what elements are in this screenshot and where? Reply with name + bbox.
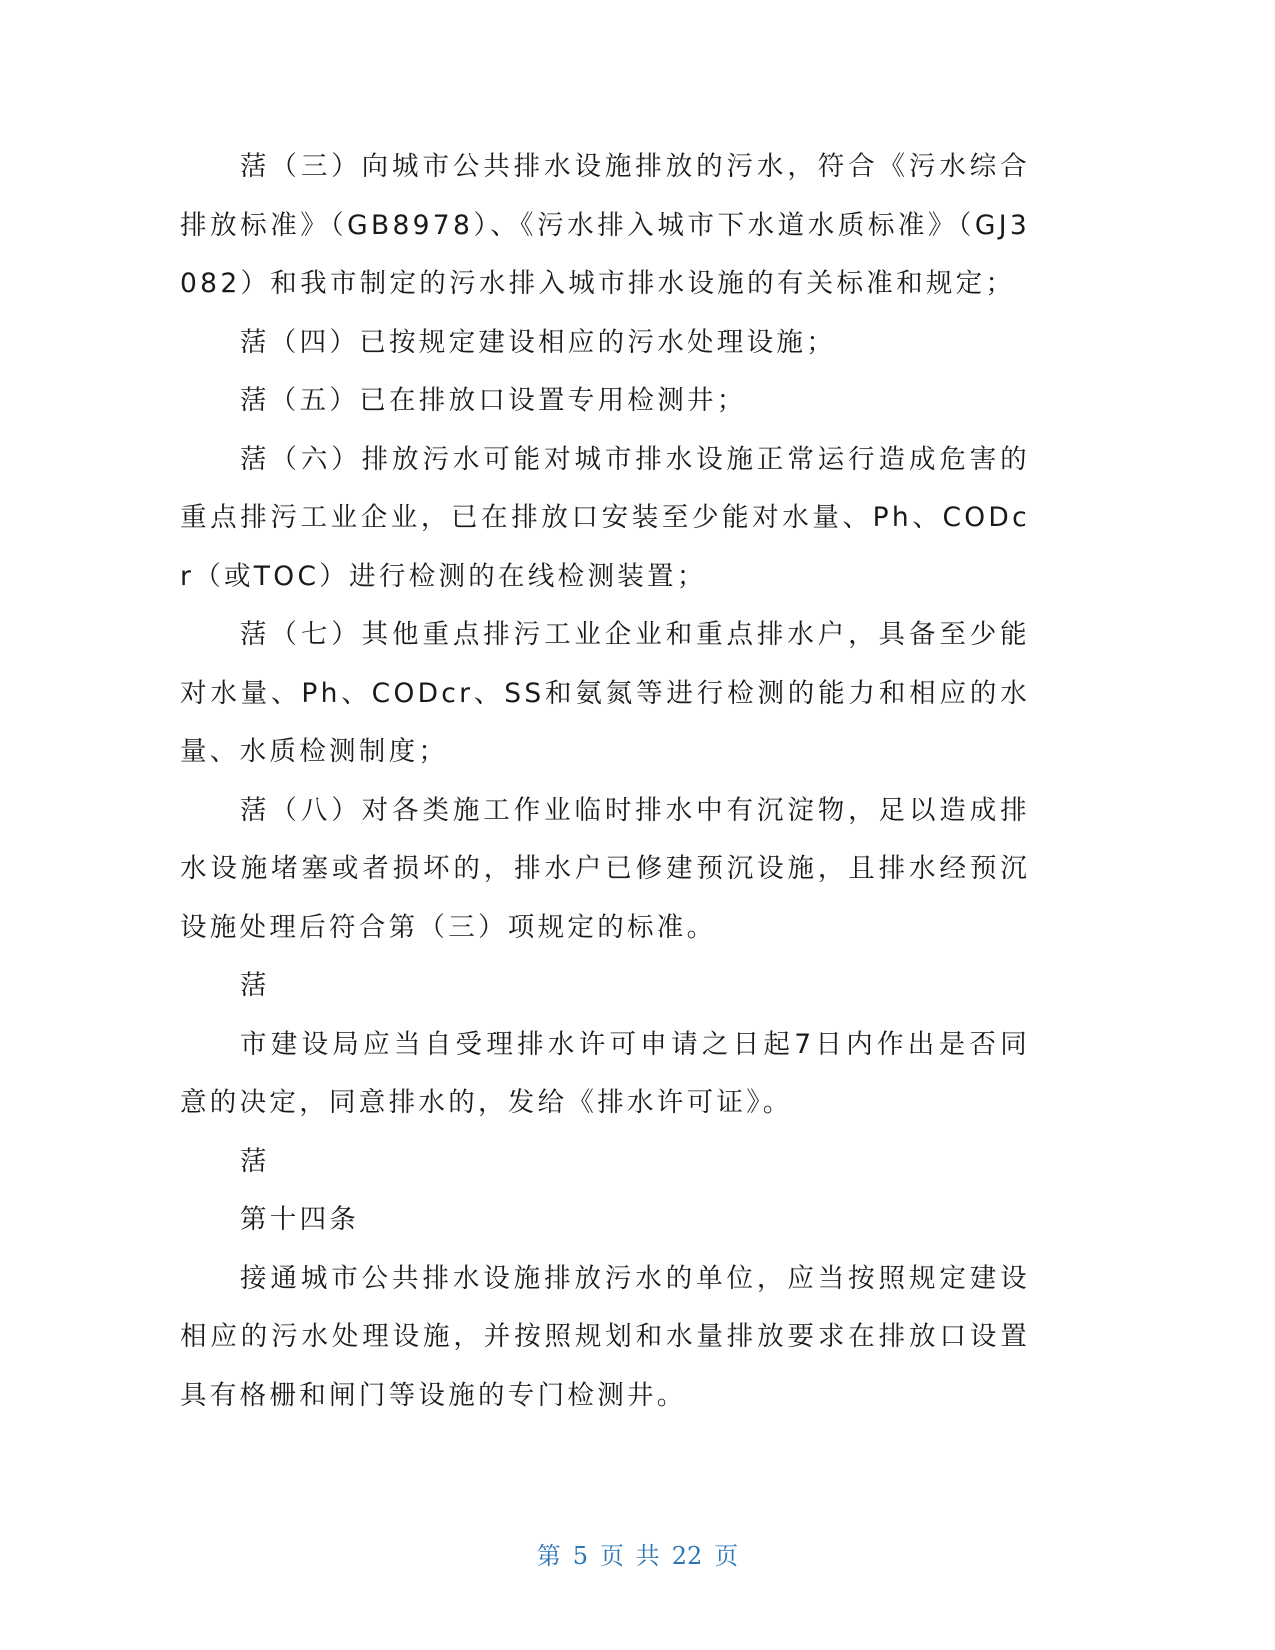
footer-suffix: 页 (714, 1542, 739, 1570)
footer-total-pages: 22 (671, 1542, 703, 1570)
paragraph-placeholder: 萿 (240, 1145, 270, 1177)
page-footer (0, 1536, 1275, 1571)
paragraph-permit-decision: 市建设局应当自受理排水许可申请之日起7日内作出是否同意的决定，同意排水的，发给《排水许可证》。 (180, 1028, 1030, 1118)
paragraph-item-4: 萿（四）已按规定建设相应的污水处理设施； (240, 326, 836, 358)
footer-current-page: 5 (572, 1542, 589, 1570)
paragraph-item-7: 萿（七）其他重点排污工业企业和重点排水户，具备至少能对水量、Ph、CODcr、SS和氨氮等进行检测的能力和相应的水量、水质检测制度； (180, 619, 1030, 767)
paragraph-article-14: 接通城市公共排水设施排放污水的单位，应当按照规定建设相应的污水处理设施，并按照规划和水量排放要求在排放口设置具有格栅和闸门等设施的专门检测井。 (180, 1262, 1030, 1411)
article-heading: 第十四条 (240, 1204, 360, 1235)
document-body (180, 138, 1030, 1425)
paragraph-item-6: 萿（六）排放污水可能对城市排水设施正常运行造成危害的重点排污工业企业，已在排放口安装至少能对水量、Ph、CODcr（或TOC）进行检测的在线检测装置； (180, 443, 1030, 592)
paragraph-placeholder: 萿 (240, 970, 270, 1001)
paragraph-item-8: 萿（八）对各类施工作业临时排水中有沉淀物，足以造成排水设施堵塞或者损坏的，排水户已修建预沉设施，且排水经预沉设施处理后符合第（三）项规定的标准。 (180, 794, 1030, 943)
paragraph-item-3: 萿（三）向城市公共排水设施排放的污水，符合《污水综合排放标准》（GB8978）、《污水排入城市下水道水质标准》（GJ3082）和我市制定的污水排入城市排水设施的有关标准和规定； (180, 151, 1030, 299)
footer-prefix: 第 (536, 1542, 561, 1570)
paragraph-item-5: 萿（五）已在排放口设置专用检测井； (240, 385, 747, 416)
footer-middle: 页 共 (600, 1542, 660, 1570)
